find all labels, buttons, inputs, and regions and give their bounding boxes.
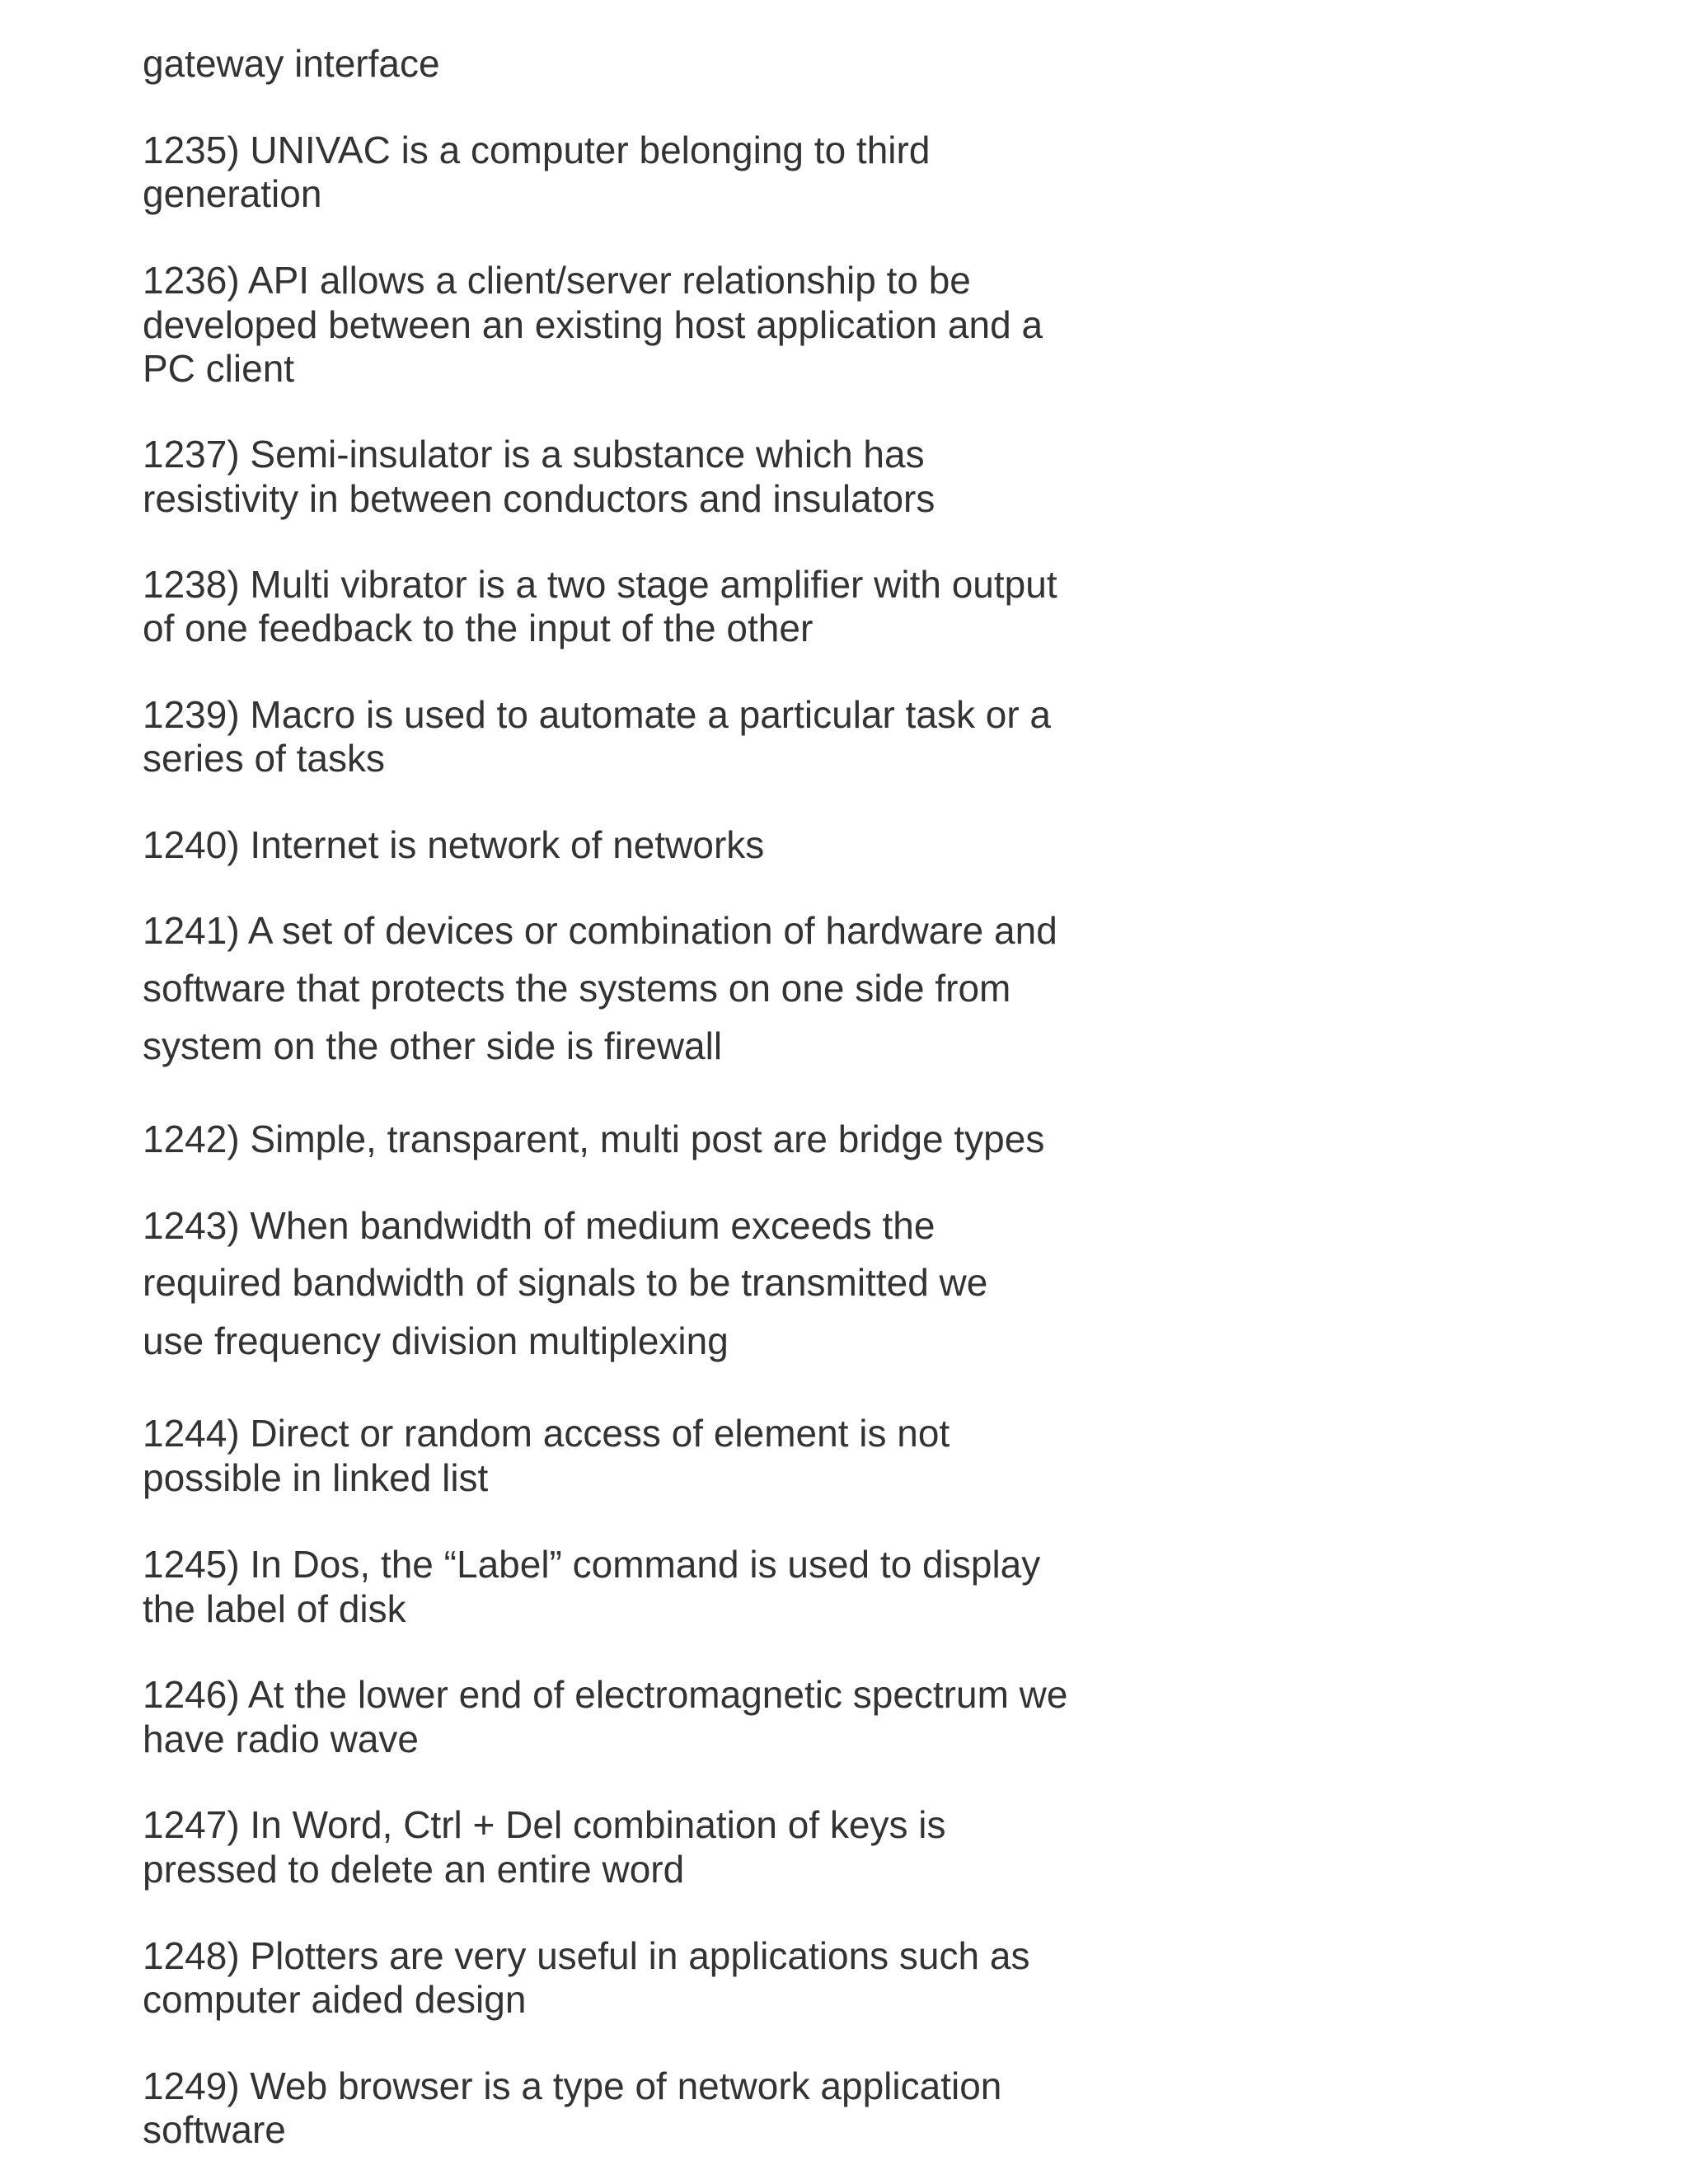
- text-line: developed between an existing host application and a: [143, 303, 1043, 346]
- text-line: 1247) In Word, Ctrl + Del combination of keys is: [143, 1803, 946, 1846]
- text-line: series of tasks: [143, 737, 385, 780]
- text-line: 1243) When bandwidth of medium exceeds the: [143, 1204, 935, 1247]
- text-line: gateway interface: [143, 42, 440, 85]
- text-line: computer aided design: [143, 1978, 527, 2021]
- text-line: software: [143, 2108, 286, 2151]
- text-line: required bandwidth of signals to be transmitted we: [143, 1261, 988, 1304]
- text-line: 1246) At the lower end of electromagnetic spectrum we: [143, 1673, 1068, 1716]
- text-line: possible in linked list: [143, 1456, 489, 1499]
- text-line: 1248) Plotters are very useful in applications such as: [143, 1934, 1030, 1977]
- text-line: 1241) A set of devices or combination of hardware and: [143, 909, 1057, 952]
- text-line: use frequency division multiplexing: [143, 1319, 729, 1362]
- text-line: 1237) Semi-insulator is a substance which has: [143, 433, 925, 476]
- text-line: 1235) UNIVAC is a computer belonging to third: [143, 129, 931, 171]
- text-line: the label of disk: [143, 1587, 406, 1630]
- text-line: 1245) In Dos, the “Label” command is used to display: [143, 1543, 1041, 1586]
- text-line: 1236) API allows a client/server relationship to be: [143, 259, 971, 302]
- text-line: PC client: [143, 347, 295, 390]
- text-line: pressed to delete an entire word: [143, 1848, 685, 1891]
- text-line: of one feedback to the input of the other: [143, 607, 814, 649]
- text-line: 1242) Simple, transparent, multi post are bridge types: [143, 1118, 1045, 1160]
- text-line: 1240) Internet is network of networks: [143, 823, 765, 866]
- text-line: 1244) Direct or random access of element is not: [143, 1412, 950, 1455]
- text-line: 1249) Web browser is a type of network application: [143, 2064, 1002, 2107]
- text-line: 1238) Multi vibrator is a two stage amplifier with output: [143, 563, 1057, 606]
- text-line: resistivity in between conductors and insulators: [143, 477, 935, 520]
- text-line: generation: [143, 172, 322, 215]
- text-line: software that protects the systems on one side from: [143, 967, 1011, 1010]
- text-line: system on the other side is firewall: [143, 1024, 723, 1067]
- text-line: have radio wave: [143, 1718, 419, 1760]
- text-line: 1239) Macro is used to automate a particular task or a: [143, 693, 1052, 736]
